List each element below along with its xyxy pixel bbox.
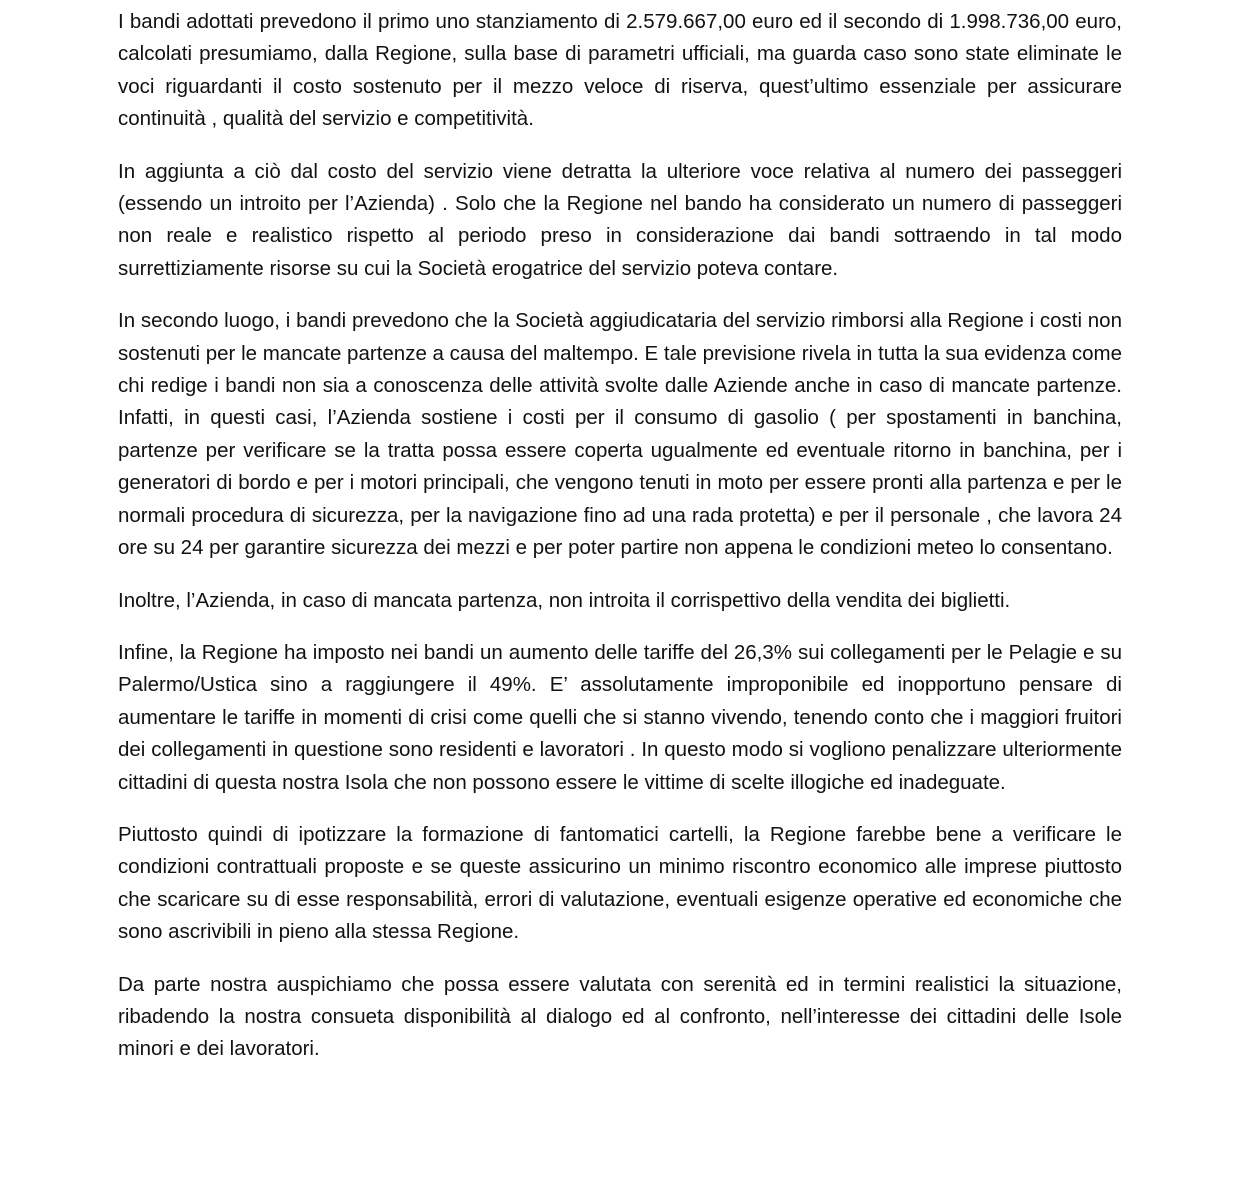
document-page bbox=[118, 6, 1122, 1086]
paragraph-contract-conditions: Piuttosto quindi di ipotizzare la formazione di fantomatici cartelli, la Regione farebbe bene a verificare le condizioni contrattuali proposte e se queste assicurino un minimo riscontro economico alle imprese piuttosto che scaricare su di esse responsabilità, errori di valutazione, eventuali esigenze operative ed economiche che sono ascrivibili in pieno alla stessa Regione. bbox=[118, 822, 1122, 944]
paragraph-funding: I bandi adottati prevedono il primo uno stanziamento di 2.579.667,00 euro ed il secondo di 1.998.736,00 euro, calcolati presumiamo, dalla Regione, sulla base di parametri ufficiali, ma guarda caso sono state eliminate le voci riguardanti il costo sostenuto per il mezzo veloce di riserva, quest’ultimo essenziale per assicurare continuità , qualità del servizio e competitività. bbox=[118, 10, 1122, 131]
paragraph-passengers: In aggiunta a ciò dal costo del servizio viene detratta la ulteriore voce relativa al numero dei passeggeri (essendo un introito per l’Azienda) . Solo che la Regione nel bando ha considerato un numero di passeggeri non reale e realistico rispetto al periodo preso in considerazione dai bandi sottraendo in tal modo surrettiziamente risorse su cui la Società erogatrice del servizio poteva contare. bbox=[118, 159, 1122, 280]
paragraph-fare-increase: Infine, la Regione ha imposto nei bandi un aumento delle tariffe del 26,3% sui collegamenti per le Pelagie e su Palermo/Ustica sino a raggiungere il 49%. E’ assolutamente improponibile ed inopportuno pensare di aumentare le tariffe in momenti di crisi come quelli che si stanno vivendo, tenendo conto che i maggiori fruitori dei collegamenti in questione sono residenti e lavoratori . In questo modo si vogliono penalizzare ulteriormente cittadini di questa nostra Isola che non possono essere le vittime di scelte illogiche ed inadeguate. bbox=[118, 640, 1122, 794]
paragraph-conclusion: Da parte nostra auspichiamo che possa essere valutata con serenità ed in termini realistici la situazione, ribadendo la nostra consueta disponibilità al dialogo ed al confronto, nell’interesse dei cittadini delle Isole minori e dei lavoratori. bbox=[118, 972, 1122, 1061]
paragraph-cancelled-departures: In secondo luogo, i bandi prevedono che la Società aggiudicataria del servizio rimborsi alla Regione i costi non sostenuti per le mancate partenze a causa del maltempo. E tale previsione rivela in tutta la sua evidenza come chi redige i bandi non sia a conoscenza delle attività svolte dalle Aziende anche in caso di mancate partenze. Infatti, in questi casi, l’Azienda sostiene i costi per il consumo di gasolio ( per spostamenti in banchina, partenze per verificare se la tratta possa essere coperta ugualmente ed eventuale ritorno in banchina, per i generatori di bordo e per i motori principali, che vengono tenuti in moto per essere pronti alla partenza e per le normali procedura di sicurezza, per la navigazione fino ad una rada protetta) e per il personale , che lavora 24 ore su 24 per garantire sicurezza dei mezzi e per poter partire non appena le condizioni meteo lo consentano. bbox=[118, 309, 1122, 560]
paragraph-ticket-revenue: Inoltre, l’Azienda, in caso di mancata partenza, non introita il corrispettivo della vendita dei biglietti. bbox=[118, 588, 1011, 612]
